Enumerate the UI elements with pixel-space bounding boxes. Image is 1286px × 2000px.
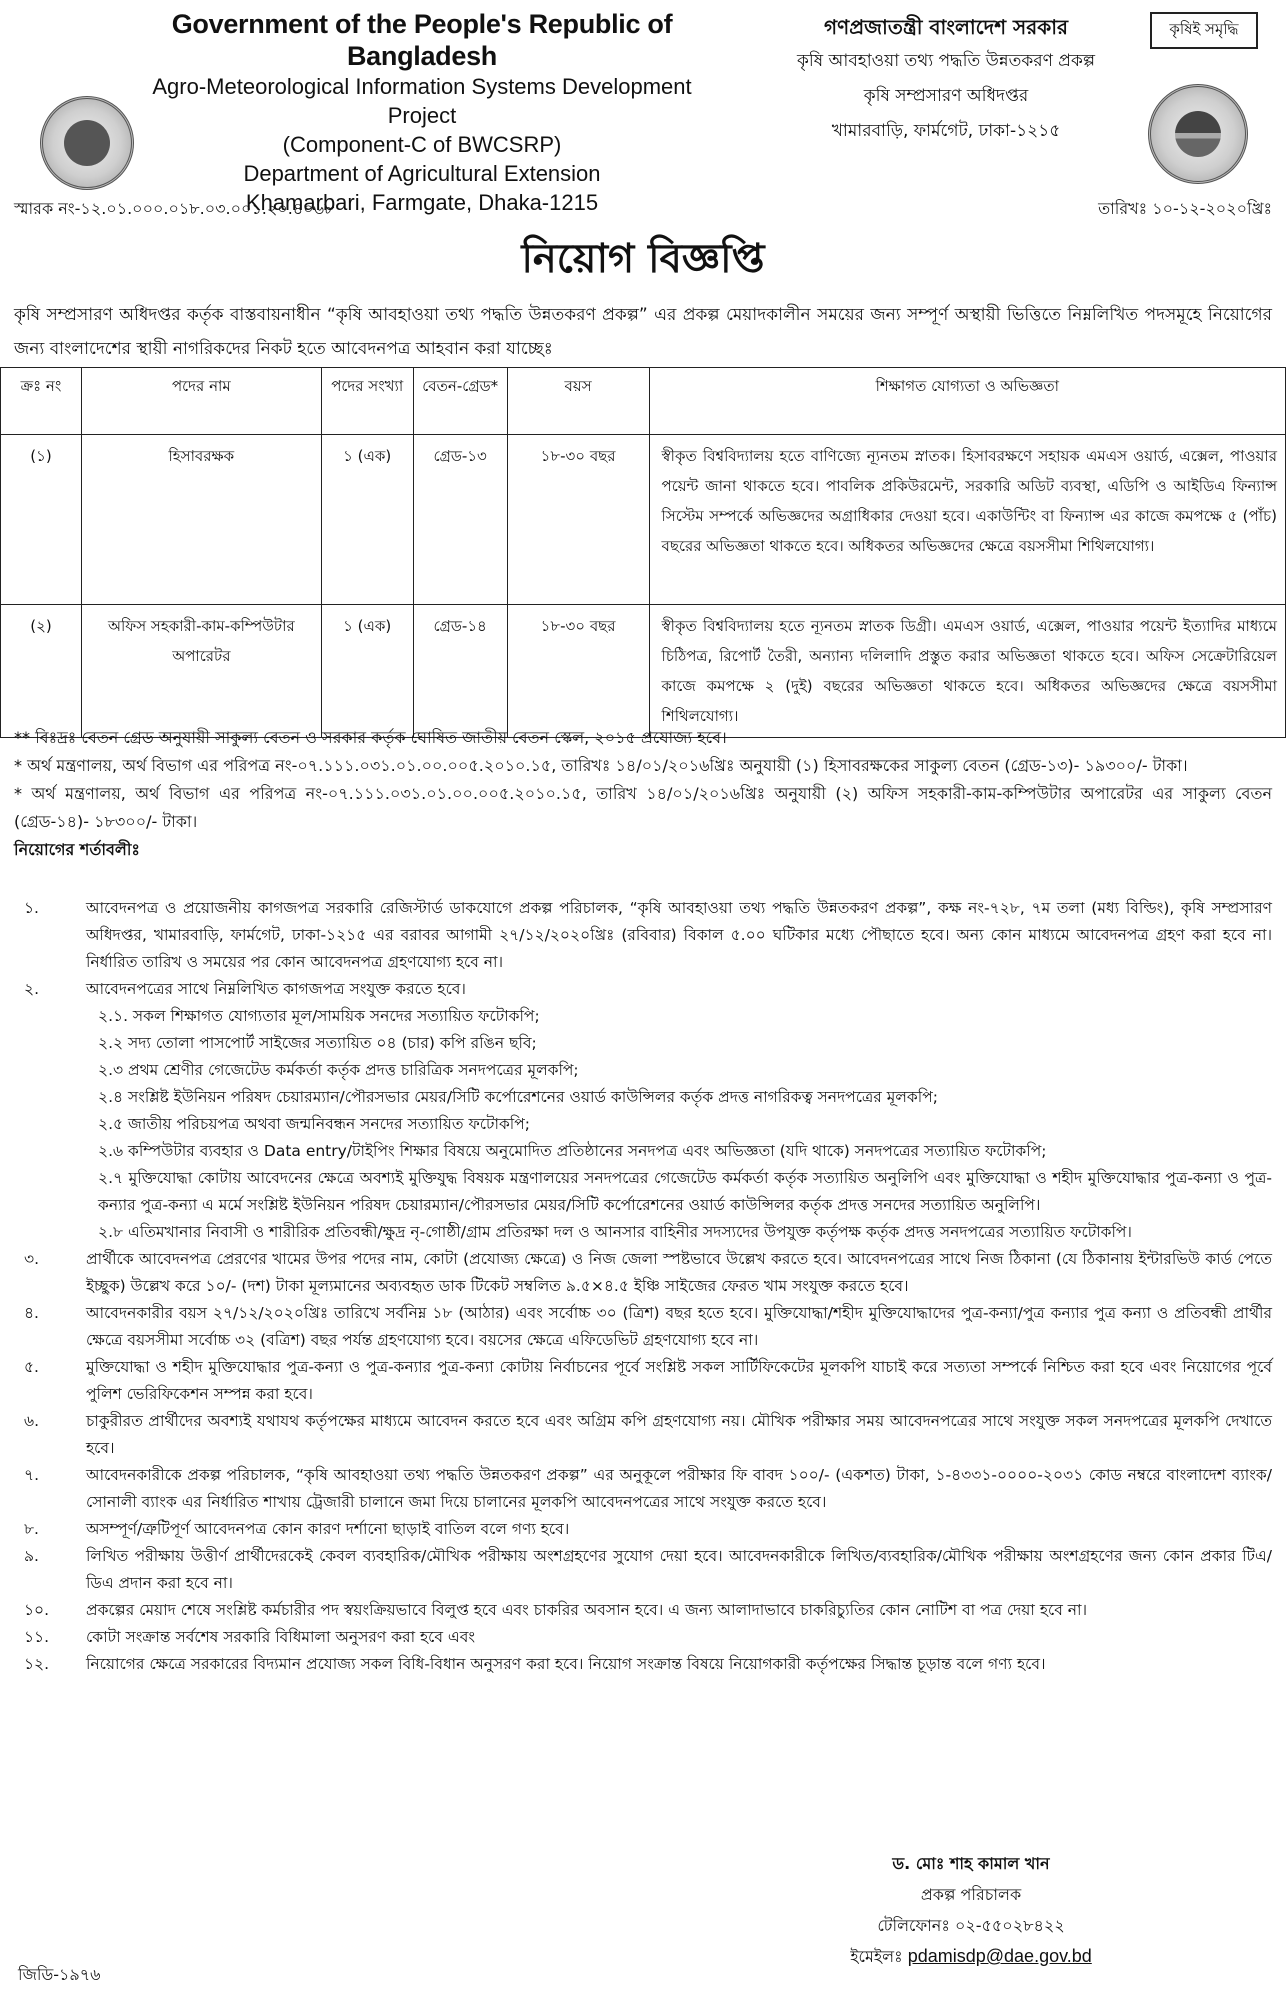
sub-condition: ২.৭ মুক্তিযোদ্ধা কোটায় আবেদনের ক্ষেত্রে অবশ্যই মুক্তিযুদ্ধ বিষয়ক মন্ত্রণালয়ের সনদপত্রের গেজেটেড কর্মকর্তা কর্তৃক সত্যায়িত অনুলিপি এবং মুক্তিযোদ্ধা ও শহীদ মুক্তিযোদ্ধার পুত্র-কন্যা ও পুত্র-কন্যার পুত্র-কন্যা এ মর্মে সংশ্লিষ্ট ইউনিয়ন পরিষদ চেয়ারম্যান/পৌরসভার মেয়র/সিটি কর্পোরেশনের ওয়ার্ড কাউন্সিলর কর্তৃক প্রদত্ত সনদের সত্যায়িত অনুলিপি। <box>98 1169 1272 1214</box>
sub-condition: ২.১. সকল শিক্ষাগত যোগ্যতার মূল/সাময়িক সনদের সত্যায়িত ফটোকপি; <box>98 1007 540 1025</box>
conditions-list <box>14 895 1272 1678</box>
condition-text: কোটা সংক্রান্ত সর্বশেষ সরকারি বিধিমালা অনুসরণ করা হবে এবং <box>86 1628 476 1646</box>
signatory-phone: টেলিফোনঃ ০২-৫৫০২৮৪২২ <box>877 1916 1065 1935</box>
condition-item <box>14 1516 1272 1543</box>
condition-text: চাকুরীরত প্রার্থীদের অবশ্যই যথাযথ কর্তৃপক্ষের মাধ্যমে আবেদন করতে হবে এবং অগ্রিম কপি গ্রহণযোগ্য নয়। মৌখিক পরীক্ষার সময় আবেদনপত্রের সাথে সংযুক্ত সকল সনদপত্রের মূলকপি দেখাতে হবে। <box>86 1412 1272 1457</box>
condition-item <box>14 1408 1272 1462</box>
email-label: ইমেইলঃ <box>850 1947 903 1966</box>
vacancy-table <box>0 367 1286 738</box>
bangla-heading <box>766 10 1126 149</box>
condition-text: মুক্তিযোদ্ধা ও শহীদ মুক্তিযোদ্ধার পুত্র-কন্যা ও পুত্র-কন্যার পুত্র-কন্যা কোটায় নির্বাচনের পূর্বে সংশ্লিষ্ট সকল সার্টিফিকেটের মূলকপি যাচাই করে সত্যতা সম্পর্কে নিশ্চিত করা হবে এবং নিয়োগের পূর্বে পুলিশ ভেরিফিকেশন সম্পন্ন করা হবে। <box>86 1358 1272 1403</box>
gd-code: জিডি-১৯৭৬ <box>18 1965 101 1984</box>
condition-item <box>14 1246 1272 1300</box>
col-serial: ক্রঃ নং <box>1 368 82 435</box>
notice-title: নিয়োগ বিজ্ঞপ্তি <box>521 236 765 282</box>
slogan-box: কৃষিই সমৃদ্ধি <box>1150 12 1258 49</box>
condition-text: নিয়োগের ক্ষেত্রে সরকারের বিদ্যমান প্রযোজ্য সকল বিধি-বিধান অনুসরণ করা হবে। নিয়োগ সংক্রান্ত বিষয়ে নিয়োগকারী কর্তৃপক্ষের সিদ্ধান্ত চূড়ান্ত বলে গণ্য হবে। <box>86 1655 1046 1673</box>
condition-text: আবেদনকারীকে প্রকল্প পরিচালক, “কৃষি আবহাওয়া তথ্য পদ্ধতি উন্নতকরণ প্রকল্প” এর অনুকূলে পরীক্ষার ফি বাবদ ১০০/- (একশত) টাকা, ১-৪৩৩১-০০০০-২০৩১ কোড নম্বরে বাংলাদেশ ব্যাংক/সোনালী ব্যাংক এর নির্ধারিত শাখায় ট্রেজারী চালানে জমা দিয়ে চালানের মূলকপি আবেদনপত্রের সাথে সংযুক্ত করতে হবে। <box>86 1466 1272 1511</box>
condition-item <box>14 1651 1272 1678</box>
cell-post-count: ১ (এক) <box>321 605 413 738</box>
col-pay-grade: বেতন-গ্রেড* <box>413 368 507 435</box>
condition-text: অসম্পূর্ণ/ত্রুটিপূর্ণ আবেদনপত্র কোন কারণ দর্শানো ছাড়াই বাতিল বলে গণ্য হবে। <box>86 1520 570 1538</box>
condition-number: ৬. <box>24 1412 40 1430</box>
english-project-name: Agro-Meteorological Information Systems Development Project <box>152 74 692 128</box>
condition-number: ৩. <box>24 1250 40 1268</box>
sub-condition: ২.২ সদ্য তোলা পাসপোর্ট সাইজের সত্যায়িত ০৪ (চার) কপি রঙিন ছবি; <box>98 1034 537 1052</box>
table-row <box>1 435 1286 605</box>
note-item: ** বিঃদ্রঃ বেতন গ্রেড অনুযায়ী সাকুল্য বেতন ও সরকার কর্তৃক ঘোষিত জাতীয় বেতন স্কেল, ২০১৫ প্রযোজ্য হবে। <box>14 728 727 747</box>
cell-serial: (১) <box>1 435 82 605</box>
condition-item <box>14 976 1272 1246</box>
condition-item <box>14 1300 1272 1354</box>
bangla-address: খামারবাড়ি, ফার্মগেট, ঢাকা-১২১৫ <box>831 121 1061 141</box>
bangla-govt-title: গণপ্রজাতন্ত্রী বাংলাদেশ সরকার <box>824 15 1068 39</box>
condition-number: ৮. <box>24 1520 39 1538</box>
memo-number: স্মারক নং-১২.০১.০০০.০১৮.০৩.০০১.২০.৪০৬৮ <box>14 199 335 218</box>
condition-text: আবেদনপত্রের সাথে নিম্নলিখিত কাগজপত্র সংযুক্ত করতে হবে। <box>86 980 466 998</box>
sub-condition: ২.৩ প্রথম শ্রেণীর গেজেটেড কর্মকর্তা কর্তৃক প্রদত্ত চারিত্রিক সনদপত্রের মূলকপি; <box>98 1061 579 1079</box>
condition-item <box>14 1462 1272 1516</box>
condition-text: আবেদনপত্র ও প্রয়োজনীয় কাগজপত্র সরকারি রেজিস্টার্ড ডাকযোগে প্রকল্প পরিচালক, “কৃষি আবহাওয়া তথ্য পদ্ধতি উন্নতকরণ প্রকল্প”, কক্ষ নং-৭২৮, ৭ম তলা (মধ্য বিল্ডিং), কৃষি সম্প্রসারণ অধিদপ্তর, খামারবাড়ি, ফার্মগেট, ঢাকা-১২১৫ এর বরাবর আগামী ২৭/১২/২০২০খ্রিঃ (রবিবার) বিকাল ৫.০০ ঘটিকার মধ্যে পৌছাতে হবে। অন্য কোন মাধ্যমে আবেদনপত্র গ্রহণ করা হবে না। নির্ধারিত তারিখ ও সময়ের পর কোন আবেদনপত্র গ্রহণযোগ্য হবে না। <box>86 899 1272 971</box>
bangla-project-name: কৃষি আবহাওয়া তথ্য পদ্ধতি উন্নতকরণ প্রকল্প <box>796 51 1096 71</box>
cell-age: ১৮-৩০ বছর <box>507 435 649 605</box>
condition-number: ৪. <box>24 1304 39 1322</box>
table-row <box>1 605 1286 738</box>
col-post-count: পদের সংখ্যা <box>321 368 413 435</box>
sub-condition: ২.৮ এতিমখানার নিবাসী ও শারীরিক প্রতিবন্ধী/ক্ষুদ্র নৃ-গোষ্ঠী/গ্রাম প্রতিরক্ষা দল ও আনসার বাহিনীর সদস্যদের উপযুক্ত কর্তৃপক্ষ কর্তৃক প্রদত্ত সনদপত্রের সত্যায়িত ফটোকপি। <box>98 1223 1132 1241</box>
intro-paragraph: কৃষি সম্প্রসারণ অধিদপ্তর কর্তৃক বাস্তবায়নাধীন “কৃষি আবহাওয়া তথ্য পদ্ধতি উন্নতকরণ প্রকল্প” এর প্রকল্প মেয়াদকালীন সময়ের জন্য সম্পূর্ণ অস্থায়ী ভিত্তিতে নিম্নলিখিত পদসমূহে নিয়োগের জন্য বাংলাদেশের স্থায়ী নাগরিকদের নিকট হতে আবেদনপত্র আহবান করা যাচ্ছেঃ <box>14 305 1272 359</box>
cell-qualification: স্বীকৃত বিশ্ববিদ্যালয় হতে ন্যূনতম স্নাতক ডিগ্রী। এমএস ওয়ার্ড, এক্সেল, পাওয়ার পয়েন্ট ইত্যাদির মাধ্যমে চিঠিপত্র, রিপোর্ট তৈরী, অন্যান্য দলিলাদি প্রস্তুত করার অভিজ্ঞতা থাকতে হবে। অফিস সেক্রেটারিয়েল কাজে কমপক্ষে ২ (দুই) বছরের অভিজ্ঞতা থাকতে হবে। অধিকতর অভিজ্ঞদের ক্ষেত্রে বয়সসীমা শিথিলযোগ্য। <box>649 605 1285 738</box>
condition-text: আবেদনকারীর বয়স ২৭/১২/২০২০খ্রিঃ তারিখে সর্বনিম্ন ১৮ (আঠার) এবং সর্বোচ্চ ৩০ (ত্রিশ) বছর হতে হবে। মুক্তিযোদ্ধা/শহীদ মুক্তিযোদ্ধাদের পুত্র-কন্যা/পুত্র কন্যার পুত্র কন্যা ও প্রতিবন্ধী প্রার্থীর ক্ষেত্রে বয়সসীমা সর্বোচ্চ ৩২ (বত্রিশ) বছর পর্যন্ত গ্রহণযোগ্য হবে। বয়সের ক্ষেত্রে এফিডেভিট গ্রহণযোগ্য হবে না। <box>86 1304 1272 1349</box>
english-govt-title: Government of the People's Republic of Bangladesh <box>171 9 673 71</box>
salary-notes <box>14 724 1272 864</box>
cell-serial: (২) <box>1 605 82 738</box>
email-link[interactable]: pdamisdp@dae.gov.bd <box>907 1946 1092 1966</box>
condition-number: ১১. <box>24 1628 50 1646</box>
notice-date: তারিখঃ ১০-১২-২০২০খ্রিঃ <box>1098 199 1272 218</box>
condition-text: লিখিত পরীক্ষায় উত্তীর্ণ প্রার্থীদেরকেই কেবল ব্যবহারিক/মৌখিক পরীক্ষায় অংশগ্রহণের সুযোগ দেয়া হবে। আবেদনকারীকে লিখিত/ব্যবহারিক/মৌখিক পরীক্ষায় অংশগ্রহণের জন্য কোন প্রকার টিএ/ডিএ প্রদান করা হবে না। <box>86 1547 1272 1592</box>
col-age: বয়স <box>507 368 649 435</box>
condition-number: ২. <box>24 980 40 998</box>
sub-condition: ২.৪ সংশ্লিষ্ট ইউনিয়ন পরিষদ চেয়ারম্যান/পৌরসভার মেয়র/সিটি কর্পোরেশনের ওয়ার্ড কাউন্সিলর কর্তৃক প্রদত্ত নাগরিকত্ব সনদপত্রের মূলকপি; <box>98 1088 938 1106</box>
condition-text: প্রার্থীকে আবেদনপত্র প্রেরণের খামের উপর পদের নাম, কোটা (প্রযোজ্য ক্ষেত্রে) ও নিজ জেলা স্পষ্টভাবে উল্লেখ করতে হবে। আবেদনপত্রের সাথে নিজ ঠিকানা (যে ঠিকানায় ইন্টারভিউ কার্ড পেতে ইচ্ছুক) উল্লেখ করে ১০/- (দশ) টাকা মূল্যমানের অব্যবহৃত ডাক টিকেট সম্বলিত ৯.৫×৪.৫ ইঞ্চি সাইজের ফেরত খাম সংযুক্ত করতে হবে। <box>86 1250 1272 1295</box>
note-item: * অর্থ মন্ত্রণালয়, অর্থ বিভাগ এর পরিপত্র নং-০৭.১১১.০৩১.০১.০০.০০৫.২০১০.১৫, তারিখ ১৪/০১/২০১৬খ্রিঃ অনুযায়ী (২) অফিস সহকারী-কাম-কম্পিউটার অপারেটর এর সাকুল্য বেতন (গ্রেড-১৪)- ১৮৩০০/- টাকা। <box>14 784 1272 831</box>
cell-post-name: হিসাবরক্ষক <box>81 435 321 605</box>
government-seal-icon <box>40 96 134 190</box>
condition-item <box>14 1543 1272 1597</box>
english-department: Department of Agricultural Extension <box>243 161 601 186</box>
condition-item <box>14 1624 1272 1651</box>
signatory-email-row <box>806 1941 1136 1972</box>
cell-post-count: ১ (এক) <box>321 435 413 605</box>
condition-item <box>14 895 1272 976</box>
condition-text: প্রকল্পের মেয়াদ শেষে সংশ্লিষ্ট কর্মচারীর পদ স্বয়ংক্রিয়ভাবে বিলুপ্ত হবে এবং চাকরির অবসান হবে। এ জন্য আলাদাভাবে চাকরিচ্যুতির কোন নোটিশ বা পত্র দেয়া হবে না। <box>86 1601 1088 1619</box>
cell-pay-grade: গ্রেড-১৩ <box>413 435 507 605</box>
sub-condition: ২.৫ জাতীয় পরিচয়পত্র অথবা জন্মনিবন্ধন সনদের সত্যায়িত ফটোকপি; <box>98 1115 530 1133</box>
condition-item <box>14 1354 1272 1408</box>
cell-pay-grade: গ্রেড-১৪ <box>413 605 507 738</box>
signatory-name: ড. মোঃ শাহ কামাল খান <box>892 1854 1050 1873</box>
cell-age: ১৮-৩০ বছর <box>507 605 649 738</box>
condition-number: ৯. <box>24 1547 39 1565</box>
note-item: * অর্থ মন্ত্রণালয়, অর্থ বিভাগ এর পরিপত্র নং-০৭.১১১.০৩১.০১.০০.০০৫.২০১০.১৫, তারিখঃ ১৪/০১/২০১৬খ্রিঃ অনুযায়ী (১) হিসাবরক্ষকের সাকুল্য বেতন (গ্রেড-১৩)- ১৯৩০০/- টাকা। <box>14 756 1188 775</box>
conditions-heading: নিয়োগের শর্তাবলীঃ <box>14 840 140 859</box>
reference-row <box>14 196 1272 222</box>
condition-number: ৫. <box>24 1358 39 1376</box>
dae-logo-icon <box>1148 84 1248 184</box>
condition-item <box>14 1597 1272 1624</box>
english-heading <box>142 8 702 217</box>
condition-number: ৭. <box>24 1466 40 1484</box>
signatory-designation: প্রকল্প পরিচালক <box>920 1885 1022 1904</box>
signature-block <box>806 1848 1136 1972</box>
cell-qualification: স্বীকৃত বিশ্ববিদ্যালয় হতে বাণিজ্যে ন্যূনতম স্নাতক। হিসাবরক্ষণে সহায়ক এমএস ওয়ার্ড, এক্সেল, পাওয়ার পয়েন্ট জানা থাকতে হবে। পাবলিক প্রকিউরমেন্ট, সরকারি অডিট ব্যবস্থা, এডিপি ও আইডিএ ফিন্যান্স সিস্টেম সম্পর্কে অভিজ্ঞদের অগ্রাধিকার দেওয়া হবে। একাউন্টিং বা ফিন্যান্স এর কাজে কমপক্ষে ৫ (পাঁচ) বছরের অভিজ্ঞতা থাকতে হবে। অধিকতর অভিজ্ঞদের ক্ষেত্রে বয়সসীমা শিথিলযোগ্য। <box>649 435 1285 605</box>
condition-number: ১. <box>24 899 39 917</box>
condition-number: ১২. <box>24 1655 50 1673</box>
col-post-name: পদের নাম <box>81 368 321 435</box>
condition-number: ১০. <box>24 1601 50 1619</box>
bangla-department: কৃষি সম্প্রসারণ অধিদপ্তর <box>863 86 1029 106</box>
table-header-row <box>1 368 1286 435</box>
sub-condition: ২.৬ কম্পিউটার ব্যবহার ও Data entry/টাইপিং শিক্ষার বিষয়ে অনুমোদিত প্রতিষ্ঠানের সনদপত্র এবং অভিজ্ঞতা (যদি থাকে) সনদপত্রের সত্যায়িত ফটোকপি; <box>98 1142 1047 1160</box>
col-qualification: শিক্ষাগত যোগ্যতা ও অভিজ্ঞতা <box>649 368 1285 435</box>
english-address: Khamarbari, Farmgate, Dhaka-1215 <box>245 190 599 215</box>
cell-post-name: অফিস সহকারী-কাম-কম্পিউটার অপারেটর <box>81 605 321 738</box>
english-component: (Component-C of BWCSRP) <box>282 132 562 157</box>
